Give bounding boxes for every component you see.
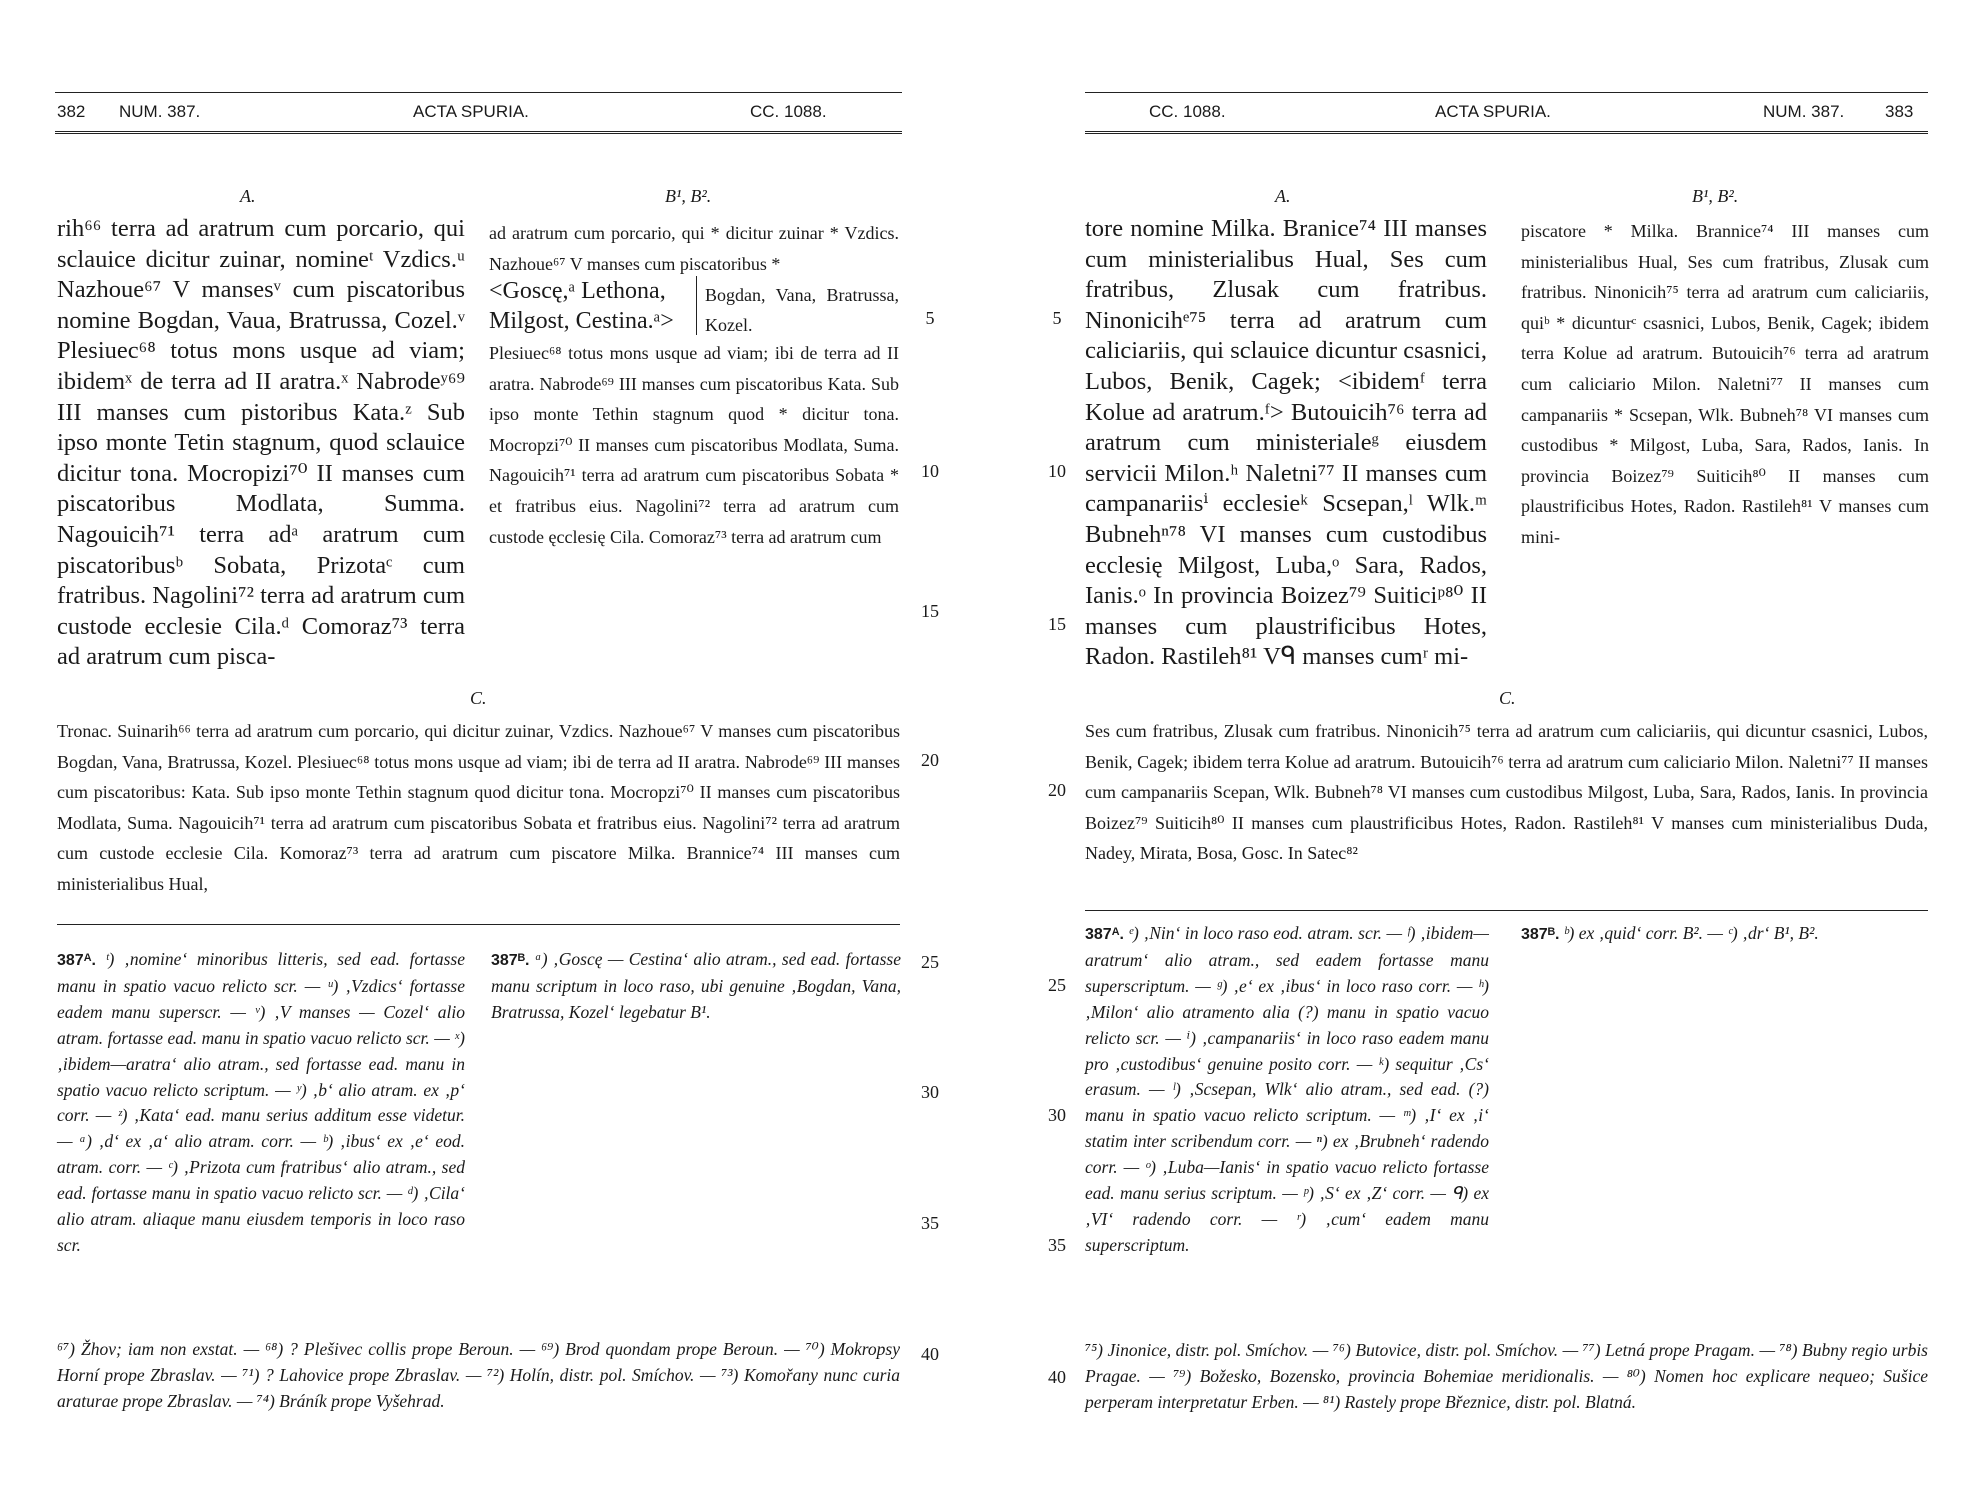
line-number: 15	[921, 601, 939, 621]
apparatus-notes-b	[491, 947, 901, 1026]
notes-b-text: ᵃ) ‚Goscę — Cestina‘ alio atram., sed ead. fortasse manu scriptum in loco raso, ubi genuine ‚Bogdan, Vana, Bratrussa, Kozel‘ legebatur B¹.	[491, 949, 901, 1022]
running-title: ACTA SPURIA.	[413, 102, 529, 121]
line-number: 25	[921, 952, 939, 972]
line-number: 20	[1048, 780, 1066, 800]
line-number: 25	[1048, 975, 1066, 995]
apparatus-notes-a	[1085, 921, 1489, 1259]
column-c-text: Ses cum fratribus, Zlusak cum fratribus. Ninonicih⁷⁵ terra ad aratrum cum caliciariis, qui dicuntur csasnici, Lubos, Benik, Cagek; ibidem terra Kolue ad aratrum. Butouicih⁷⁶ terra ad aratrum cum caliciario Milon. Naletni⁷⁷ II manses cum campanariis Scepan, Wlk. Bubneh⁷⁸ VI manses cum custodibus Milgost, Luba, Sara, Rados, Ianis. In provincia Boizez⁷⁹ Suiticih⁸⁰ II manses cum plaustrificibus Hotes, Radon. Rastileh⁸¹ V manses cum ministerialibus Duda, Nadey, Mirata, Bosa, Gosc. In Satec⁸²	[1085, 721, 1928, 863]
document-date: CC. 1088.	[1149, 102, 1226, 121]
column-a-text: tore nomine Milka. Branice⁷⁴ III manses cum ministerialibus Hual, Ses cum fratribus, Zlusak cum fratribus. Ninonicihᵉ⁷⁵ terra ad aratrum cum caliciariis, qui sclauice dicuntur csasnici, Lubos, Benik, Cagek; <ibidemᶠ terra Kolue ad aratrum.ᶠ> Butouicih⁷⁶ terra ad aratrum cum ministerialeᵍ eiusdem servicii Milon.ʰ Naletni⁷⁷ II manses cum campanariisⁱ ecclesieᵏ Scsepan,ˡ Wlk.ᵐ Bubnehⁿ⁷⁸ VI manses cum custodibus ecclesię Milgost, Luba,ᵒ Sara, Rados, Ianis.ᵒ In provincia Boizez⁷⁹ Suiticiᵖ⁸⁰ II manses cum plaustrificibus Hotes, Radon. Rastileh⁸¹ Vᑫ manses cumʳ mi-	[1085, 215, 1487, 671]
notes-b-label: 387ᴮ.	[491, 952, 530, 969]
line-number: 20	[921, 750, 939, 770]
line-number: 10	[921, 461, 939, 481]
line-number: 5	[1052, 308, 1062, 328]
left-running-header	[55, 92, 902, 134]
line-number: 30	[921, 1082, 939, 1102]
line-number: 35	[1048, 1235, 1066, 1255]
notes-a-label: 387ᴬ.	[57, 952, 96, 969]
column-a-heading: A.	[1275, 186, 1291, 206]
column-b-heading: B¹, B².	[665, 186, 712, 206]
notes-b-text: ᵇ) ex ‚quid‘ corr. B². — ᶜ) ‚dr‘ B¹, B².	[1563, 923, 1819, 943]
column-a-heading: A.	[240, 186, 256, 206]
column-b-text-top: ad aratrum cum porcario, qui * dicitur zuinar * Vzdics. Nazhoue⁶⁷ V manses cum piscatoribus *	[489, 223, 899, 274]
column-b-text-rest: Plesiuec⁶⁸ totus mons usque ad viam; ibi de terra ad II aratra. Nabrode⁶⁹ III manses cum piscatoribus Kata. Sub ipso monte Tethin stagnum quod * dicitur tona. Mocropzi⁷⁰ II manses cum piscatoribus Modlata, Suma. Nagouicih⁷¹ terra ad aratrum cum piscatoribus Sobata * et fratribus eius. Nagolini⁷² terra ad aratrum cum custode ęcclesię Cila. Comoraz⁷³ terra ad aratrum cum	[489, 343, 899, 547]
line-number: 40	[1048, 1367, 1066, 1387]
apparatus-notes-a	[57, 947, 465, 1259]
column-b-text: piscatore * Milka. Brannice⁷⁴ III manses cum ministerialibus Hual, Ses cum fratribus, Zlusak cum fratribus. Ninonicih⁷⁵ terra ad aratrum cum caliciariis, quiᵇ * dicunturᶜ csasnici, Lubos, Benik, Cagek; ibidem terra Kolue ad aratrum. Butouicih⁷⁶ terra ad aratrum cum caliciario Milon. Naletni⁷⁷ II manses cum campanariis * Scsepan, Wlk. Bubneh⁷⁸ VI manses cum custodibus * Milgost, Luba, Sara, Rados, Ianis. In provincia Boizez⁷⁹ Suiticih⁸⁰ II manses cum plaustrificibus Hotes, Radon. Rastileh⁸¹ V manses cum mini-	[1521, 221, 1929, 547]
document-date: CC. 1088.	[750, 102, 827, 121]
notes-rule	[1085, 910, 1928, 911]
notes-rule	[57, 924, 900, 925]
column-b-heading: B¹, B².	[1692, 186, 1739, 206]
line-number: 10	[1048, 461, 1066, 481]
commentary-footnotes: ⁶⁷) Žhov; iam non exstat. — ⁶⁸) ? Plešivec collis prope Beroun. — ⁶⁹) Brod quondam prope Beroun. — ⁷⁰) Mokropsy Horní prope Zbraslav. — ⁷¹) ? Lahovice prope Zbraslav. — ⁷²) Holín, distr. pol. Smíchov. — ⁷³) Komořany nunc curia araturae prope Zbraslav. — ⁷⁴) Bráník prope Vyšehrad.	[57, 1339, 900, 1411]
right-running-header	[1085, 92, 1928, 134]
line-number: 40	[921, 1344, 939, 1364]
line-number: 35	[921, 1213, 939, 1233]
variant-box-divider	[696, 276, 697, 335]
line-number: 5	[925, 308, 935, 328]
running-title: ACTA SPURIA.	[1435, 102, 1551, 121]
line-number: 30	[1048, 1105, 1066, 1125]
document-number: NUM. 387.	[119, 102, 201, 121]
right-page	[989, 0, 1978, 1500]
column-c-heading: C.	[470, 688, 487, 708]
column-b-variant-block	[489, 276, 899, 336]
document-number: NUM. 387.	[1763, 102, 1845, 121]
notes-b-label: 387ᴮ.	[1521, 926, 1560, 943]
column-c-text: Tronac. Suinarih⁶⁶ terra ad aratrum cum porcario, qui dicitur zuinar, Vzdics. Nazhoue⁶⁷ V manses cum piscatoribus Bogdan, Vana, Bratrussa, Kozel. Plesiuec⁶⁸ totus mons usque ad viam; ibi de terra ad II aratra. Nabrode⁶⁹ III manses cum piscatoribus: Kata. Sub ipso monte Tethin stagnum quod dicitur tona. Mocropzi⁷⁰ II manses cum piscatoribus Modlata, Suma. Nagouicih⁷¹ terra ad aratrum cum piscatoribus Sobata et fratribus eius. Nagolini⁷² terra ad aratrum cum custode ecclesie Cila. Komoraz⁷³ terra ad aratrum cum piscatore Milka. Brannice⁷⁴ III manses cum ministerialibus Hual,	[57, 721, 900, 894]
variant-box-right: Bogdan, Vana, Bratrussa, Kozel.	[705, 285, 899, 335]
page-number: 383	[1885, 102, 1914, 121]
variant-box-left: <Goscę,ᵃ Lethona, Milgost, Cestina.ᵃ>	[489, 278, 674, 334]
notes-a-text: ᵉ) ‚Nin‘ in loco raso eod. atram. scr. — ᶠ) ‚ibidem—aratrum‘ alio atram., sed eadem fortasse manu superscriptum. — ᵍ) ‚e‘ ex ‚ibus‘ in loco raso corr. — ʰ) ‚Milon‘ alio atramento alia (?) manu in spatio vacuo relicto scr. — ⁱ) ‚campanariis‘ in loco raso eadem manu pro ‚custodibus‘ genuine posito corr. — ᵏ) sequitur ‚Cs‘ erasum. — ˡ) ‚Scsepan, Wlk‘ alio atram., sed ead. (?) manu in spatio vacuo relicto scriptum. — ᵐ) ‚I‘ ex ‚i‘ statim inter scribendum corr. — ⁿ) ex ‚Brubneh‘ radendo corr. — ᵒ) ‚Luba—Ianis‘ in spatio vacuo relicto fortasse ead. manu serius scriptum. — ᵖ) ‚S‘ ex ‚Z‘ corr. — ᑫ) ex ‚VI‘ radendo corr. — ʳ) ‚cum‘ eadem manu superscriptum.	[1085, 923, 1489, 1255]
notes-a-text: ᵗ) ‚nomine‘ minoribus litteris, sed ead. fortasse manu in spatio vacuo relicto scr. — ᵘ) ‚Vzdics‘ fortasse eadem manu superscr. — ᵛ) ‚V manses — Cozel‘ alio atram. fortasse ead. manu in spatio vacuo relicto scr. — ˣ) ‚ibidem—aratra‘ alio atram., sed fortasse ead. manu in spatio vacuo relicto scriptum. — ʸ) ‚b‘ alio atram. ex ‚p‘ corr. — ᶻ) ‚Kata‘ ead. manu serius additum esse videtur. — ᵃ) ‚d‘ ex ‚a‘ alio atram. corr. — ᵇ) ‚ibus‘ ex ‚e‘ eod. atram. corr. — ᶜ) ‚Prizota cum fratribus‘ alio atram., sed ead. fortasse manu in spatio vacuo relicto scr. — ᵈ) ‚Cila‘ alio atram. aliaque manu eiusdem temporis in loco raso scr.	[57, 949, 465, 1255]
page-number: 382	[57, 102, 86, 121]
notes-a-label: 387ᴬ.	[1085, 926, 1124, 943]
commentary-footnotes: ⁷⁵) Jinonice, distr. pol. Smíchov. — ⁷⁶) Butovice, distr. pol. Smíchov. — ⁷⁷) Letná prope Pragam. — ⁷⁸) Bubny regio urbis Pragae. — ⁷⁹) Božesko, Bozensko, provincia Bohemiae meridionalis. — ⁸⁰) Nomen hoc explicare nequeo; Sušice perperam interpretatur Erben. — ⁸¹) Rastely prope Březnice, distr. pol. Blatná.	[1085, 1340, 1928, 1412]
apparatus-notes-b	[1521, 921, 1929, 948]
column-c-heading: C.	[1499, 688, 1516, 708]
line-number: 15	[1048, 614, 1066, 634]
column-a-text: rih⁶⁶ terra ad aratrum cum porcario, qui sclauice dicitur zuinar, nomineᵗ Vzdics.ᵘ Nazhoue⁶⁷ V mansesᵛ cum piscatoribus nomine Bogdan, Vaua, Bratrussa, Cozel.ᵛ Plesiuec⁶⁸ totus mons usque ad viam; ibidemˣ de terra ad II aratra.ˣ Nabrodeʸ⁶⁹ III manses cum pistoribus Kata.ᶻ Sub ipso monte Tetin stagnum, quod sclauice dicitur tona. Mocropizi⁷⁰ II manses cum piscatoribus Modlata, Summa. Nagouicih⁷¹ terra adᵃ aratrum cum piscatoribusᵇ Sobata, Prizotaᶜ cum fratribus. Nagolini⁷² terra ad aratrum cum custode ecclesie Cila.ᵈ Comoraz⁷³ terra ad aratrum cum pisca-	[57, 215, 465, 671]
